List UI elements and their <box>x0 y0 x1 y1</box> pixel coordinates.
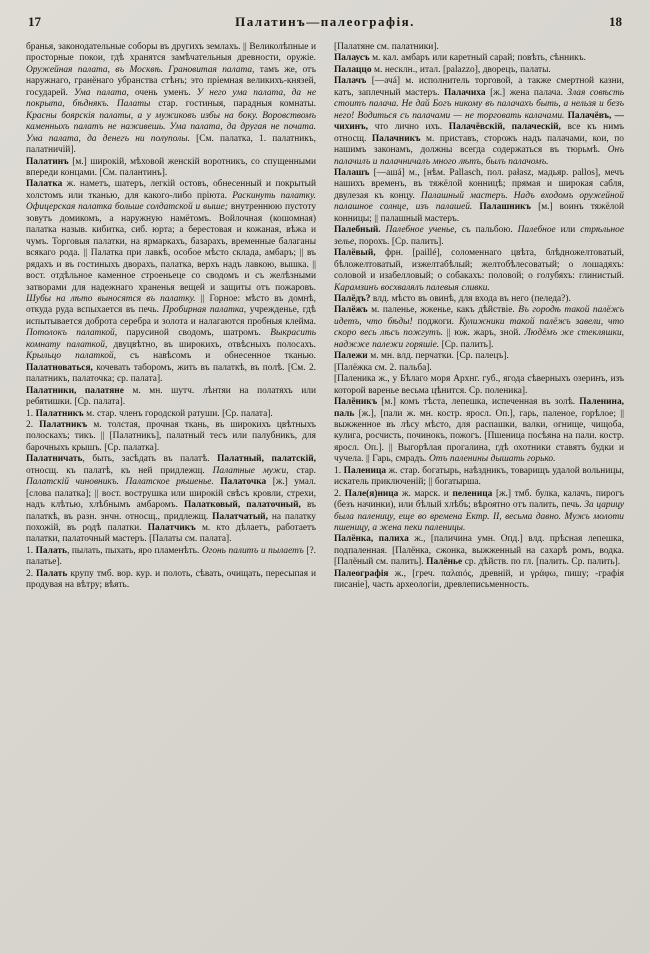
entry-text: || юж. жаръ, зной. <box>442 328 525 339</box>
entry-text: 1. <box>26 408 36 419</box>
entry-text: очень уменъ. <box>128 87 197 98</box>
entry-headword: Палеографія <box>334 568 389 579</box>
entry-text: Красны боярскія палаты, а у мужиковъ избы на боку. Воровствомъ каменныхъ палатъ не наживешь. Ума палата, да другая не почата. Ума палата, да денегъ ни полуполы. <box>26 110 316 144</box>
entry-headword: Палашникъ <box>479 202 531 213</box>
entry-headword: Палатники, палатяне <box>26 385 124 396</box>
entry-headword: Палачёвъ, —чихинъ, <box>334 110 624 133</box>
entry-headword: Палатничать <box>26 454 83 465</box>
entry-headword: Палатчикъ <box>147 523 196 534</box>
dictionary-entry <box>26 42 316 157</box>
dictionary-entry <box>26 454 316 546</box>
right-column <box>334 42 624 922</box>
entry-text: или <box>555 225 581 236</box>
entry-text: [ж.] умал. [слова палатка]; || вост. вострушка или широкій свѣсъ кровли, стрехи, надъ клѣтью, хлѣбнымъ амбаромъ. <box>26 477 316 511</box>
entry-headword: Палёдъ? <box>334 293 371 304</box>
dictionary-entry <box>334 65 624 76</box>
entry-headword: Палатноваться, <box>26 362 93 373</box>
entry-headword: Палатчатый, <box>212 511 268 522</box>
entry-text: крупу тмб. вор. кур. и полоть, сѣвать, очищать, пересыпая и продувая на вѣтру; вѣять. <box>26 568 316 591</box>
page-header <box>28 14 622 30</box>
entry-text: ср. дѣйств. по гл. [палить. Ср. палить]. <box>462 557 621 568</box>
entry-text: Палатскій чиновникъ. Палатское рѣшенье. <box>26 477 221 488</box>
entry-text: ж. марск. и <box>398 488 453 499</box>
dictionary-entry <box>334 294 624 305</box>
entry-text: 2. <box>26 568 37 579</box>
entry-headword: Палатковый, палаточный, <box>183 500 301 511</box>
entry-text: фрн. [paillé], соломеннаго цвѣта, блѣдножелтоватый, бѣложелтоватый, изжелтабѣлый; желтобѣлесоватый; о лошадяхъ: соловой и изабелловый; о собакахъ: половой; о голубяхъ: глинистый. <box>334 248 624 282</box>
entry-headword: Палатный, палатскій, <box>217 454 316 465</box>
entry-text: Раскинуть палатку. Офицерская палатка больше солдатской и выше; <box>26 190 316 213</box>
dictionary-entry <box>334 489 624 535</box>
entry-headword: пеленица <box>452 488 493 499</box>
entry-text: Кулижники такой палёжъ завели, что скоро весь лѣсъ пожгутъ. <box>334 316 624 339</box>
entry-text: [См. палатка, 1. палатникъ, палатничій]. <box>26 133 316 156</box>
entry-text: [ж.] жена палача. <box>485 87 568 98</box>
entry-text: двуцвѣтно, въ широкихъ, отвѣсныхъ полосахъ. <box>107 339 316 350</box>
entry-text: ж., [паличина умн. Опд.] влд. прѣсная лепешка, подпаленная. [Палёнка, сжонка, выжженный на сахарѣ ромъ, водка. [Палёный см. палить]. <box>334 534 624 568</box>
entry-text: 2. <box>26 419 40 430</box>
entry-text: м. толстая, прочная ткань, въ широкихъ цвѣтныхъ полоскахъ; тикъ. || [Палатникъ], палатный тесъ или палубникъ, для барочныхъ крышъ. [Ср. палатка]. <box>26 419 316 453</box>
entry-headword: Паленица <box>343 465 387 476</box>
entry-text: м. несклн., итал. [palazzo], дворецъ, палаты. <box>371 64 551 75</box>
entry-headword: Палать <box>36 568 68 579</box>
entry-text: въ палаткѣ, въ разн. знчн. относщ., придлежщ. <box>26 500 316 522</box>
entry-text: У него ума палата, да не покрыта, бѣднякъ. Палаты <box>26 87 316 110</box>
entry-text: Отъ паленины дышать горько. <box>428 454 556 465</box>
dictionary-entry <box>334 466 624 489</box>
entry-text: Злая совѣсть стоитъ палача. Не дай Богъ никому въ палачахъ быть, а нельзя и безъ него! Водиться съ палачами — не торговать калачами. <box>334 87 624 121</box>
dictionary-entry <box>334 534 624 568</box>
entry-text: кочевать таборомъ, жить въ палаткѣ, въ полѣ. [См. 2. палатникъ, палаточка; ср. палата]. <box>26 362 316 385</box>
entry-text: 2. <box>334 488 345 499</box>
entry-text: поджоги. <box>412 316 459 327</box>
left-column <box>26 42 316 922</box>
entry-text: стар. гостиныя, парадныя комнаты. <box>150 99 316 110</box>
entry-text: [—ашá] м., [нѣм. Pallasch, пол. pałasz, мадьяр. pallos], мечъ нашихъ временъ, въ тяжёлой конницѣ; прямая и широкая сабля, двулезая къ концу. <box>334 167 624 201</box>
entry-text: м. мн. шутч. лѣнтяи на полатяхъ или ребятишки. [Ср. палата]. <box>26 385 316 408</box>
entry-headword: Паленина, паль <box>334 397 624 419</box>
dictionary-entry <box>334 351 624 362</box>
entry-text: бранья, законодательные соборы въ другихъ землахъ. || Великолѣпные и просторные покои, гдѣ хранятся замѣчательныя древности, оружіе. <box>26 42 316 64</box>
entry-text: Огонь палитъ и пылаетъ <box>201 545 304 556</box>
entry-text: внутреннюю пустоту зовутъ домикомъ, а наружную намётомъ. Войлочная (кошомная) палатка назыв. кибитка, сиб. юрта; а берестовая и кожаная, вѣжа и чумъ. Торговыя палатки, на ярмаркахъ, базарахъ, временные балаганы всякаго рода. || Палатка при лавкѣ, особое мѣсто склада, амбаръ; || въ рядахъ и въ гостиныхъ дворахъ, палатка, верхъ надъ лавкою, вышка. || вост. отдѣльное каменное строеньеце со сводомъ и съ желѣзными затворами для надежнаго храненья вещей и защиты отъ пожаровъ. <box>26 202 316 293</box>
dictionary-entry <box>334 42 624 53</box>
dictionary-entry <box>26 157 316 180</box>
entry-text: м. кто дѣлаетъ, работаетъ палатки, палаточный мастеръ. [Палаты см. палата]. <box>26 523 316 545</box>
dictionary-entry <box>334 248 624 294</box>
entry-text: Палашный мастеръ. Надъ входомъ оружейной палашное солнце, изъ палашей. <box>334 190 624 213</box>
entry-headword: Палатинъ <box>26 156 69 167</box>
entry-text: на палатку похожій, въ родѣ палатки. <box>26 511 316 534</box>
entry-headword: Палёжъ <box>334 305 368 316</box>
entry-text: [Ср. палить]. <box>439 339 494 350</box>
entry-headword: Пале(я)ница <box>344 488 399 499</box>
entry-text: Ума палата, <box>73 87 129 98</box>
entry-headword: Палать <box>35 545 67 556</box>
entry-text: стрѣльное зелье, <box>334 225 624 247</box>
entry-text: Потолокъ палаткой, <box>26 328 118 339</box>
entry-text: влд. мѣсто въ овинѣ, для входа въ него (пеледа?). <box>370 293 571 304</box>
entry-text: Палатные мужи, <box>212 465 289 476</box>
entry-text: съ пальбою. <box>456 225 518 236</box>
entry-text: Крыльцо палаткой, <box>26 351 116 362</box>
entry-text: тамъ же, отъ наружнаго, гранёнаго убранства стѣнъ; это пріемная великихъ-князей, государей. <box>26 64 316 98</box>
dictionary-entry <box>334 168 624 225</box>
entry-text: [м.] воинъ тяжёлой конницы; || палашный мастеръ. <box>334 202 624 224</box>
text-columns <box>26 42 624 922</box>
entry-headword: Палёнка, палиха <box>334 534 409 545</box>
running-title: Палатинъ—палеографія. <box>235 14 415 29</box>
entry-text: 1. <box>26 545 36 556</box>
entry-text: м. мн. влд. перчатки. [Ср. палецъ]. <box>367 351 509 362</box>
dictionary-entry <box>26 386 316 409</box>
dictionary-entry <box>334 225 624 248</box>
dictionary-entry <box>26 546 316 569</box>
entry-text: [м.] комъ тѣста, лепешка, испеченная въ золѣ. <box>377 397 580 408</box>
entry-text: [Палёжка см. 2. пальба]. <box>334 362 432 373</box>
dictionary-entry <box>334 569 624 592</box>
entry-text: ж., [греч. παλαιός, древній, и γράφω, пишу; -графія писаніе], часть археологіи, древлеписьменность. <box>334 568 624 591</box>
entry-text: [м.] широкій, мѣховой женскій воротникъ, со спущенными впереди концами. [См. палантинъ]. <box>26 156 316 178</box>
entry-text: [Палатяне см. палатники]. <box>334 42 439 52</box>
entry-text: м. кал. амбаръ или каретный сарай; повѣть, сѣнникъ. <box>369 53 586 64</box>
dictionary-entry <box>26 409 316 420</box>
entry-text: 1. <box>334 465 344 476</box>
entry-text: учрежденье, гдѣ испытывается доброта серебра и золота и налагаются пробныя клейма. <box>26 305 316 327</box>
entry-headword: Палатникъ <box>39 419 88 430</box>
entry-text: Онъ палачилъ и палачничалъ много лѣтъ, былъ палачомъ. <box>334 145 624 167</box>
entry-text: [ж.] тмб. булка, калачъ, пирогъ (безъ начинки), или бѣлый хлѣбъ; вѣроятно отъ палить, печь. <box>334 488 624 511</box>
entry-headword: Палёнье <box>426 557 463 568</box>
dictionary-entry <box>334 53 624 64</box>
entry-text: || Горное: мѣсто въ домнѣ, откуда руда вспыхается въ печь. <box>26 293 316 316</box>
entry-text: относщ. къ палатѣ, къ ней придлежщ. <box>26 465 213 476</box>
entry-text: [—ачá] м. исполнитель торговой, а также смертной казни, катъ, заплечный мастеръ. <box>334 76 624 98</box>
entry-headword: Палебный. <box>334 225 381 236</box>
entry-headword: Палачёвскій, палаческій, <box>448 122 561 133</box>
entry-text: парусиной сводомъ, шатромъ. <box>117 328 271 339</box>
entry-text: Палебное ученье, <box>385 225 457 236</box>
entry-headword: Палаццо <box>334 64 372 75</box>
entry-text: Оружейная палата, въ Москвѣ. Грановитая палата, <box>26 64 255 75</box>
entry-text: ж. стар. богатырь, наѣздникъ, товарищъ удалой вольницы, искатель приключеній; || богатырша. <box>334 465 624 488</box>
entry-text: Карамзинъ восхвалялъ палевыя сливки. <box>334 282 490 293</box>
entry-text: Въ городѣ такой палёжъ идетъ, что бѣды! <box>334 305 624 327</box>
right-page-number: 18 <box>609 14 622 29</box>
entry-headword: Палаточка <box>220 477 267 488</box>
entry-text: ж. наметъ, шатеръ, легкій остовъ, обнесенный и покрытый холстомъ или тканью, для какого-либо пріюта. <box>26 179 316 201</box>
dictionary-entry <box>334 76 624 168</box>
entry-headword: Палатка <box>26 179 63 190</box>
entry-text: м. стар. членъ городской ратуши. [Ср. палата]. <box>83 408 273 419</box>
entry-text: Выкрасить комнату палаткой, <box>26 328 316 350</box>
entry-text: Людёмъ же стекляшки, наджже палежи горяшіе. <box>334 328 624 350</box>
entry-text: Шубы на лѣто выносятся въ палатку. <box>26 293 196 304</box>
entry-text: съ навѣсомъ и обнесенное тканью. <box>115 351 316 362</box>
entry-text: м. паленье, жженье, какъ дѣйствіе. <box>367 305 519 316</box>
entry-text: Пробирная палатка, <box>162 305 247 316</box>
entry-headword: Палашъ <box>334 167 370 178</box>
entry-text: стар. <box>288 465 316 476</box>
entry-headword: Палатникъ <box>35 408 84 419</box>
entry-headword: Палежи <box>334 351 368 362</box>
entry-text: что лично ихъ. <box>368 122 449 133</box>
entry-headword: Палачиха <box>443 87 486 98</box>
dictionary-entry <box>26 179 316 385</box>
dictionary-entry <box>334 397 624 466</box>
dictionary-entry <box>334 374 624 397</box>
entry-headword: Палачникъ <box>371 133 421 144</box>
dictionary-entry <box>26 569 316 592</box>
entry-text: , пылать, пыхать, яро пламенѣть. <box>66 545 202 556</box>
entry-text: [?. палатье]. <box>26 545 316 568</box>
entry-text: все къ нимъ относщ. <box>334 122 624 144</box>
entry-text: [ж.], [пали ж. мн. костр. яросл. Оп.], гарь, паленое, горѣлое; || выжженное въ лѣсу мѣсто, для распашки, валки, огнище, чищоба, кулига, росчисть, починокъ, пожогъ. [Пшеница посѣяна на пали. костр. яросл. Оп.]. || Выгорѣлая прогалина, гдѣ охотники ставятъ будки и чучела. || Гарь, смрадъ. <box>334 408 624 465</box>
dictionary-entry <box>334 305 624 351</box>
entry-text: За царицу была паленицу, еще во времена Ектр. II, весьма давно. Мужъ молоти пшеницу, а жена пеки паленицы. <box>334 500 624 534</box>
entry-text: Палебное <box>517 225 556 236</box>
entry-text: , быть, засѣдать въ палатѣ. <box>82 454 218 465</box>
dictionary-entry <box>334 363 624 374</box>
entry-headword: Палёвый, <box>334 248 376 259</box>
entry-text: порохъ. [Ср. палить]. <box>356 236 444 247</box>
entry-headword: Палаусъ <box>334 53 370 64</box>
entry-headword: Палачъ <box>334 76 367 87</box>
entry-text: м. приставъ, сторожъ надъ палачами, кои, по нашимъ законамъ, должны всегда содержаться въ тюрьмѣ. <box>334 133 624 156</box>
left-page-number: 17 <box>28 14 41 29</box>
dictionary-entry <box>26 420 316 454</box>
entry-headword: Палёникъ <box>334 397 378 408</box>
entry-text: [Паленика ж., у Бѣлаго моря Архнг. губ., ягода сѣверныхъ озеринъ, изъ которой варенье весьма цѣнится. Ср. поленика]. <box>334 374 624 396</box>
